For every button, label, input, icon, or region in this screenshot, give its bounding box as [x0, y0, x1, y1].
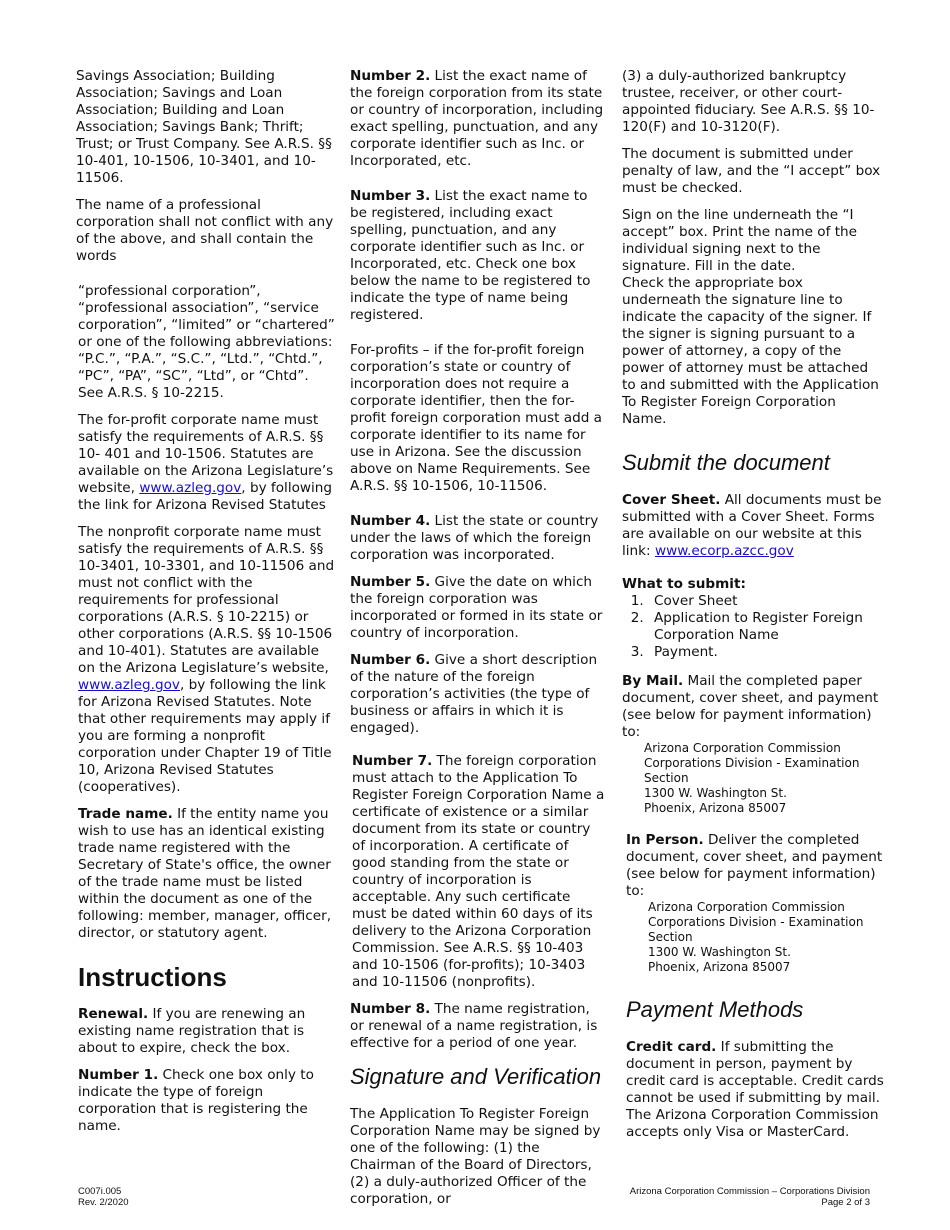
ecorp-link[interactable]: www.ecorp.azcc.gov	[654, 543, 794, 559]
number-4-text: List the state or country under the laws of which the foreign corporation was incorporated.	[350, 513, 599, 563]
submit-heading: Submit the document	[622, 450, 830, 475]
paragraph-abbreviations: “professional corporation”, “professional association”, “service corporation”, “limited” or “chartered” or one of the following abbreviations: “P.C.”, “P.A.”, “S.C.”, “Ltd.”, “Chtd.”, “PC”, “PA”, “SC”, “Ltd”, or “Chtd”. See A.R.S. § 10-2215.	[78, 283, 335, 401]
number-5-label: Number 5.	[350, 574, 431, 590]
paragraph-number-3	[350, 188, 606, 324]
by-mail-text: Mail the completed paper document, cover sheet, and payment (see below for payment information) to:	[622, 673, 879, 740]
instructions-heading: Instructions	[78, 962, 227, 992]
signature-heading: Signature and Verification	[350, 1064, 602, 1089]
paragraph-number-5	[350, 574, 606, 642]
azleg-link[interactable]: www.azleg.gov	[139, 480, 242, 496]
paragraph-professional: The name of a professional corporation shall not conflict with any of the above, and shall contain the words	[76, 197, 334, 264]
paragraph-bankruptcy: (3) a duly-authorized bankruptcy trustee, receiver, or other court-appointed fiduciary. See A.R.S. §§ 10-120(F) and 10-3120(F).	[622, 68, 875, 135]
paragraph-trade-name	[78, 806, 338, 942]
paragraph-renewal	[78, 1006, 338, 1057]
in-person-label: In Person.	[626, 832, 704, 848]
mail-address	[644, 741, 884, 816]
form-code: C007i.005	[78, 1186, 122, 1197]
paragraph-capacity: Check the appropriate box underneath the signature line to indicate the capacity of the signer. If the signer is signing pursuant to a power of attorney, a copy of the power of attorney must be attached to and submitted with the Application To Register Foreign Corporation Name.	[622, 275, 879, 427]
paragraph-number-6	[350, 652, 606, 737]
footer-left	[78, 1186, 129, 1208]
number-1-label: Number 1.	[78, 1067, 159, 1083]
number-6-text: Give a short description of the nature of the foreign corporation’s activities (the type of business or affairs in which it is engaged).	[350, 652, 598, 736]
page-number: Page 2 of 3	[821, 1197, 870, 1208]
person-address	[648, 900, 884, 975]
trade-name-text: If the entity name you wish to use has an identical existing trade name registered with the Secretary of State's office, the owner of the trade name must be listed within the document as one of the following: member, manager, officer, director, or statutory agent.	[78, 806, 332, 941]
paragraph-cover-sheet	[622, 492, 884, 560]
number-3-text: List the exact name to be registered, including exact spelling, punctuation, and any corporate identifier such as Inc. or Incorporated, etc. Check one box below the name to be registered to indicate the type of name being registered.	[350, 188, 591, 323]
address-line: Corporations Division - Examination Section	[644, 756, 860, 785]
number-8-text: The name registration, or renewal of a name registration, is effective for a period of one year.	[350, 1001, 598, 1051]
paragraph-sign-line: Sign on the line underneath the “I accept” box. Print the name of the individual signing next to the signature. Fill in the date.	[622, 207, 858, 274]
paragraph-nonprofit-name	[78, 524, 338, 796]
paragraph-signature: The Application To Register Foreign Corporation Name may be signed by one of the following: (1) the Chairman of the Board of Directors, (2) a duly-authorized Officer of the corporation, or	[350, 1106, 601, 1207]
submit-list	[622, 593, 884, 661]
payment-heading: Payment Methods	[626, 997, 804, 1022]
footer-org: Arizona Corporation Commission – Corporations Division	[629, 1186, 870, 1197]
paragraph-number-2	[350, 68, 606, 170]
list-item: 1. Cover Sheet	[648, 593, 884, 610]
renewal-label: Renewal.	[78, 1006, 149, 1022]
number-2-text: List the exact name of the foreign corporation from its state or country of incorporation, including exact spelling, punctuation, and any corporate identifier such as Inc. or Incorporated, etc.	[350, 68, 604, 169]
address-line: Phoenix, Arizona 85007	[648, 960, 791, 974]
number-1-text: Check one box only to indicate the type of foreign corporation that is registering the name.	[78, 1067, 314, 1134]
footer-right	[630, 1186, 870, 1208]
trade-name-label: Trade name.	[78, 806, 173, 822]
column-middle	[350, 68, 606, 1218]
paragraph-savings: Savings Association; Building Association; Savings and Loan Association; Building and Loan Association; Savings Bank; Thrift; Trust; or Trust Company. See A.R.S. §§ 10-401, 10-1506, 10-3401, and 10-11506.	[76, 68, 332, 186]
paragraph-number-4	[350, 513, 606, 564]
column-right	[622, 68, 884, 1151]
column-left	[76, 68, 338, 1145]
forprofit-text-a: The for-profit corporate name must satisfy the requirements of A.R.S. §§ 10- 401 and 10-1506. Statutes are available on the Arizona Legislature’s website,	[78, 412, 334, 496]
credit-card-label: Credit card.	[626, 1039, 717, 1055]
in-person-block	[626, 832, 884, 1141]
credit-card-text: If submitting the document in person, payment by credit card is acceptable. Credit cards cannot be used if submitting by mail. The Arizona Corporation Commission accepts only Visa or MasterCard.	[626, 1039, 884, 1140]
paragraph-for-profits: For-profits – if the for-profit foreign corporation’s state or country of incorporation does not require a corporate identifier, then the for-profit foreign corporation must add a corporate identifier to its name for use in Arizona. See the discussion above on Name Requirements. See A.R.S. §§ 10-1506, 10-11506.	[350, 342, 602, 494]
azleg-link-2[interactable]: www.azleg.gov	[78, 677, 180, 693]
number-6-label: Number 6.	[350, 652, 431, 668]
paragraph-in-person	[626, 832, 884, 900]
number-2-label: Number 2.	[350, 68, 431, 84]
address-line: Arizona Corporation Commission	[644, 741, 841, 755]
cover-sheet-text: All documents must be submitted with a Cover Sheet. Forms are available on our website at this link:	[622, 492, 882, 559]
number-5-text: Give the date on which the foreign corporation was incorporated or formed in its state or country of incorporation.	[350, 574, 603, 641]
renewal-text: If you are renewing an existing name registration that is about to expire, check the box.	[78, 1006, 306, 1056]
paragraph-by-mail	[622, 673, 884, 741]
what-to-submit-label	[622, 576, 884, 593]
by-mail-label: By Mail.	[622, 673, 684, 689]
paragraph-penalty: The document is submitted under penalty of law, and the “I accept” box must be checked.	[622, 146, 881, 196]
address-line: Corporations Division - Examination Section	[648, 915, 864, 944]
paragraph-number-8	[350, 1001, 606, 1052]
address-line: 1300 W. Washington St.	[648, 945, 791, 959]
forprofit-text-b: , by following the link for Arizona Revised Statutes	[78, 480, 333, 513]
list-item: 3. Payment.	[648, 644, 884, 661]
address-line: 1300 W. Washington St.	[644, 786, 787, 800]
nonprofit-text-b: , by following the link for Arizona Revised Statutes. Note that other requirements may apply if you are forming a nonprofit corporation under Chapter 19 of Title 10, Arizona Revised Statutes (cooperatives).	[78, 677, 332, 795]
in-person-text: Deliver the completed document, cover sheet, and payment (see below for payment information) to:	[626, 832, 883, 899]
paragraph-number-1	[78, 1067, 338, 1135]
paragraph-credit-card	[626, 1039, 884, 1141]
list-item: 2. Application to Register Foreign Corporation Name	[648, 610, 884, 644]
number-3-label: Number 3.	[350, 188, 431, 204]
address-line: Arizona Corporation Commission	[648, 900, 845, 914]
address-line: Phoenix, Arizona 85007	[644, 801, 787, 815]
revision: Rev. 2/2020	[78, 1197, 129, 1208]
what-to-submit-text: What to submit:	[622, 576, 746, 592]
number-7-text: The foreign corporation must attach to the Application To Register Foreign Corporation Name a certificate of existence or a similar document from its state or country of incorporation. A certificate of good standing from the state or country of incorporation is acceptable. Any such certificate must be dated within 60 days of its delivery to the Arizona Corporation Commission. See A.R.S. §§ 10-403 and 10-1506 (for-profits); 10-3403 and 10-11506 (nonprofits).	[352, 753, 605, 990]
cover-sheet-label: Cover Sheet.	[622, 492, 721, 508]
number-4-label: Number 4.	[350, 513, 431, 529]
nonprofit-text-a: The nonprofit corporate name must satisfy the requirements of A.R.S. §§ 10-3401, 10-3301, and 10-11506 and must not conflict with the requirements for professional corporations (A.R.S. § 10-2215) or other corporations (A.R.S. §§ 10-1506 and 10-401). Statutes are available on the Arizona Legislature’s website,	[78, 524, 335, 676]
number-8-label: Number 8.	[350, 1001, 431, 1017]
paragraph-forprofit-name	[78, 412, 338, 514]
paragraph-number-7	[352, 753, 606, 991]
number-7-label: Number 7.	[352, 753, 433, 769]
